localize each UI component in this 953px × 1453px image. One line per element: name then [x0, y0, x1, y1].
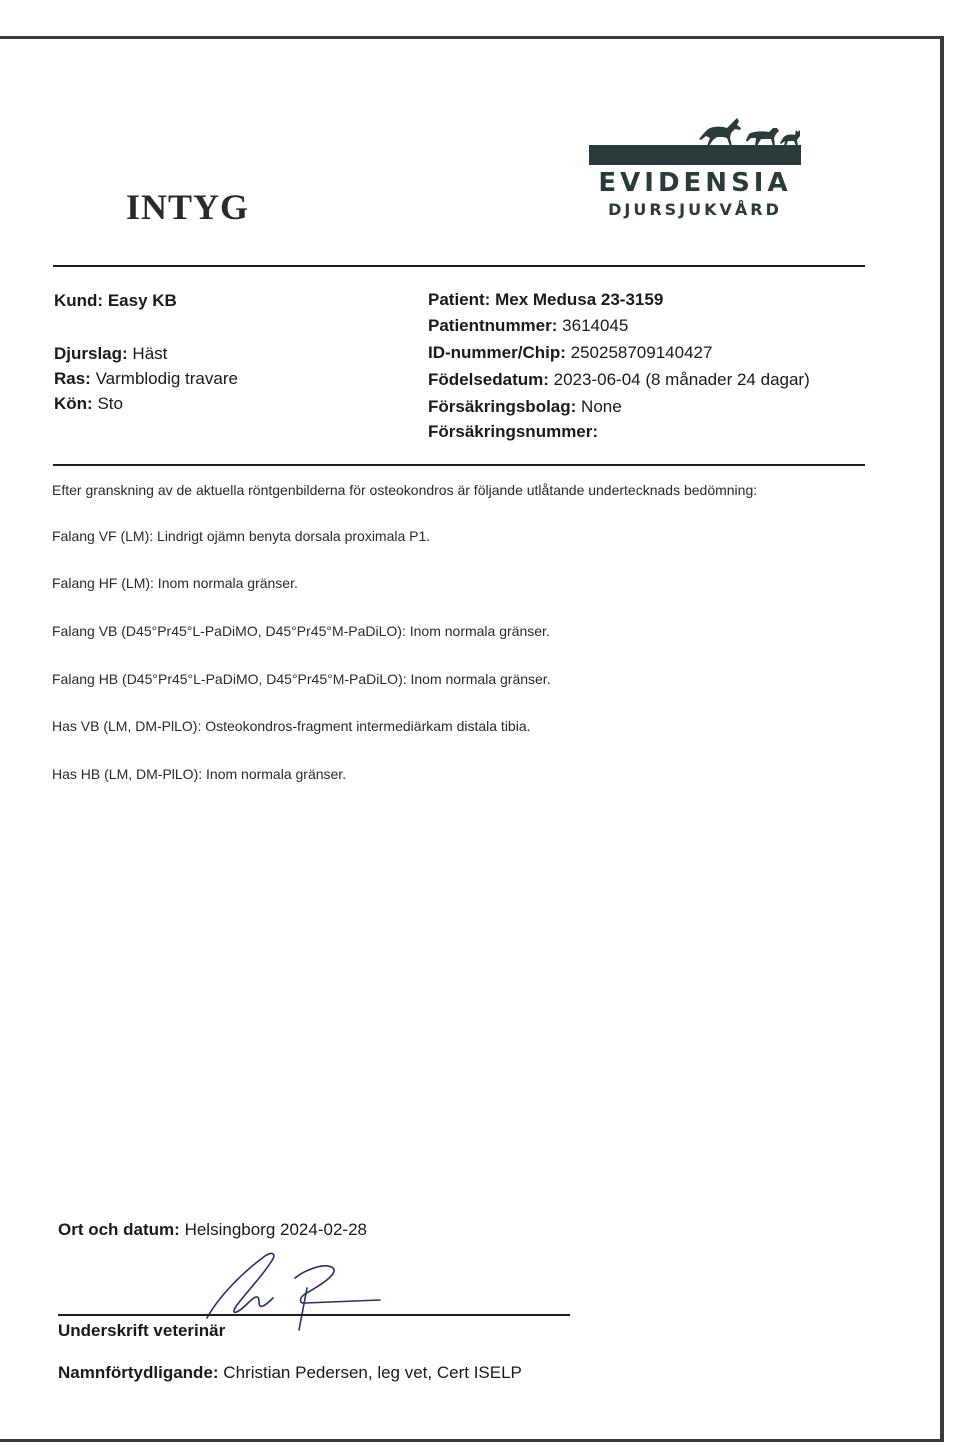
- namn-field: [58, 1362, 522, 1384]
- logo-subtitle: DJURSJUKVÅRD: [608, 200, 782, 219]
- id-value: 250258709140427: [570, 343, 713, 362]
- forsakringsbolag-value: None: [581, 397, 622, 416]
- animals-icon: [697, 116, 801, 148]
- ort-datum-value: Helsingborg 2024-02-28: [184, 1220, 367, 1239]
- patientnummer-field: [428, 315, 628, 337]
- finding-item: Falang VF (LM): Lindrigt ojämn benyta dorsala proximala P1.: [52, 528, 431, 544]
- namn-label: Namnförtydligande:: [58, 1363, 219, 1382]
- fodelsedatum-value: 2023-06-04 (8 månader 24 dagar): [553, 370, 810, 389]
- patient-field: [428, 289, 663, 311]
- forsakringsbolag-field: [428, 396, 622, 418]
- finding-item: Falang HF (LM): Inom normala gränser.: [52, 575, 298, 591]
- patient-value: Mex Medusa 23-3159: [495, 290, 664, 309]
- ras-value: Varmblodig travare: [95, 369, 238, 388]
- horse-icon: [699, 118, 741, 146]
- signature-line: [58, 1314, 570, 1316]
- section-divider: [53, 464, 865, 466]
- kund-field: [54, 290, 177, 312]
- forsakringsbolag-label: Försäkringsbolag:: [428, 397, 577, 416]
- kund-label: Kund:: [54, 291, 104, 310]
- dog-icon: [746, 128, 779, 146]
- fodelsedatum-field: [428, 369, 810, 391]
- kon-field: [54, 393, 123, 415]
- patient-label: Patient:: [428, 290, 491, 309]
- finding-item: Has HB (LM, DM-PlLO): Inom normala gränser.: [52, 766, 347, 782]
- document-title: INTYG: [126, 187, 250, 227]
- djurslag-label: Djurslag:: [54, 344, 128, 363]
- fodelsedatum-label: Födelsedatum:: [428, 370, 549, 389]
- ort-datum-label: Ort och datum:: [58, 1220, 180, 1239]
- finding-item: Falang HB (D45°Pr45°L-PaDiMO, D45°Pr45°M-PaDiLO): Inom normala gränser.: [52, 671, 551, 687]
- handwritten-signature: [195, 1248, 385, 1332]
- patientnummer-value: 3614045: [562, 316, 629, 335]
- logo-name: EVIDENSIA: [598, 168, 792, 198]
- kon-value: Sto: [97, 394, 123, 413]
- djurslag-field: [54, 343, 167, 365]
- namn-value: Christian Pedersen, leg vet, Cert ISELP: [223, 1363, 522, 1382]
- finding-item: Has VB (LM, DM-PlLO): Osteokondros-fragment intermediärkam distala tibia.: [52, 718, 531, 734]
- cat-icon: [780, 130, 800, 146]
- kon-label: Kön:: [54, 394, 93, 413]
- kund-value: Easy KB: [107, 291, 177, 310]
- patientnummer-label: Patientnummer:: [428, 316, 558, 335]
- logo-bar: [589, 145, 801, 165]
- header-divider: [53, 265, 865, 267]
- signature-label: Underskrift veterinär: [58, 1321, 226, 1340]
- ras-field: [54, 368, 238, 390]
- djurslag-value: Häst: [132, 344, 168, 363]
- evidensia-logo: [589, 116, 801, 222]
- intro-text: Efter granskning av de aktuella röntgenbilderna för osteokondros är följande utlåtande undertecknads bedömning:: [52, 482, 758, 498]
- forsakringsnummer-label: Försäkringsnummer:: [428, 422, 599, 441]
- forsakringsnummer-field: [428, 421, 598, 443]
- finding-item: Falang VB (D45°Pr45°L-PaDiMO, D45°Pr45°M-PaDiLO): Inom normala gränser.: [52, 623, 550, 639]
- ras-label: Ras:: [54, 369, 91, 388]
- id-field: [428, 342, 712, 364]
- id-label: ID-nummer/Chip:: [428, 343, 566, 362]
- ort-datum-field: [58, 1219, 367, 1241]
